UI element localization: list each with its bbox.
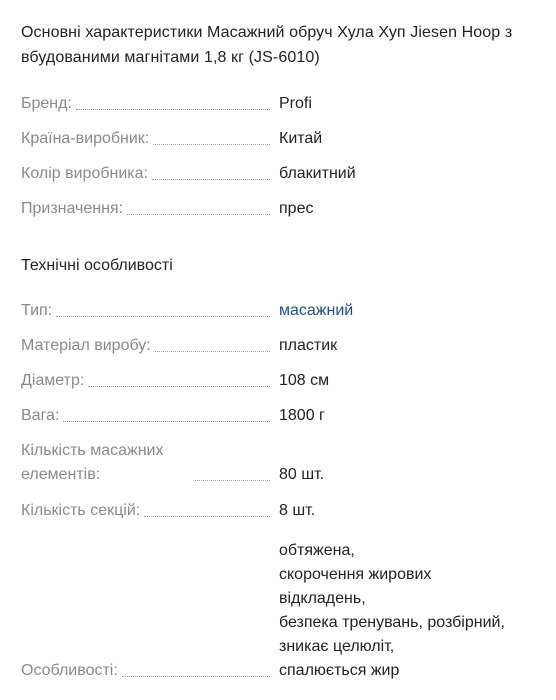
spec-row-country: [21, 125, 541, 151]
spec-value: блакитний: [279, 165, 356, 182]
spec-label: Матеріал виробу:: [21, 334, 155, 358]
dotted-leader: [152, 178, 270, 180]
spec-row-brand: [21, 90, 541, 116]
feature-line: скорочення жирових: [279, 566, 432, 583]
spec-label: Кількість масажних елементів:: [21, 439, 195, 487]
dotted-leader: [195, 479, 270, 481]
spec-label: Тип:: [21, 299, 56, 323]
feature-line: зникає целюліт,: [279, 638, 395, 655]
spec-label: Бренд:: [21, 92, 76, 116]
feature-line: спалюється жир: [279, 662, 400, 679]
page-title: Основні характеристики Масажний обруч Хула Хуп Jiesen Hoop з вбудованими магнітами 1,8 кг (JS-6010): [21, 24, 513, 66]
dotted-leader: [127, 213, 270, 215]
spec-value: 8 шт.: [279, 502, 316, 519]
spec-label: Діаметр:: [21, 369, 88, 393]
spec-value: 80 шт.: [279, 466, 325, 483]
spec-row-material: [21, 332, 541, 358]
dotted-leader: [76, 108, 270, 110]
dotted-leader: [122, 675, 270, 677]
section-title-technical: Технічні особливості: [21, 257, 173, 274]
spec-value: 1800 г: [279, 407, 325, 424]
dotted-leader: [155, 350, 270, 352]
spec-label: Колір виробника:: [21, 162, 152, 186]
spec-label: Вага:: [21, 404, 63, 428]
dotted-leader: [153, 143, 270, 145]
dotted-leader: [63, 420, 270, 422]
spec-label: Країна-виробник:: [21, 127, 153, 151]
dotted-leader: [88, 385, 270, 387]
spec-value: Китай: [279, 130, 323, 147]
spec-row-diameter: [21, 367, 541, 393]
spec-value-multiline: [279, 539, 541, 683]
spec-row-weight: [21, 402, 541, 428]
spec-value: пластик: [279, 337, 338, 354]
spec-label: Особливості:: [21, 659, 122, 683]
spec-row-color: [21, 160, 541, 186]
dotted-leader: [56, 315, 270, 317]
spec-label: Кількість секцій:: [21, 499, 144, 523]
spec-row-type: [21, 297, 541, 323]
spec-row-purpose: [21, 195, 541, 221]
spec-label: Призначення:: [21, 197, 127, 221]
feature-line: обтяжена,: [279, 542, 355, 559]
spec-value: прес: [279, 200, 314, 217]
spec-value: 108 см: [279, 372, 330, 389]
feature-line: безпека тренувань, розбірний,: [279, 614, 505, 631]
spec-value-link[interactable]: масажний: [279, 302, 354, 319]
dotted-leader: [144, 515, 270, 517]
spec-row-massage-elements: [21, 437, 541, 487]
spec-row-sections: [21, 497, 541, 523]
spec-row-features: [21, 533, 541, 683]
feature-line: відкладень,: [279, 590, 366, 607]
spec-value: Profi: [279, 95, 312, 112]
